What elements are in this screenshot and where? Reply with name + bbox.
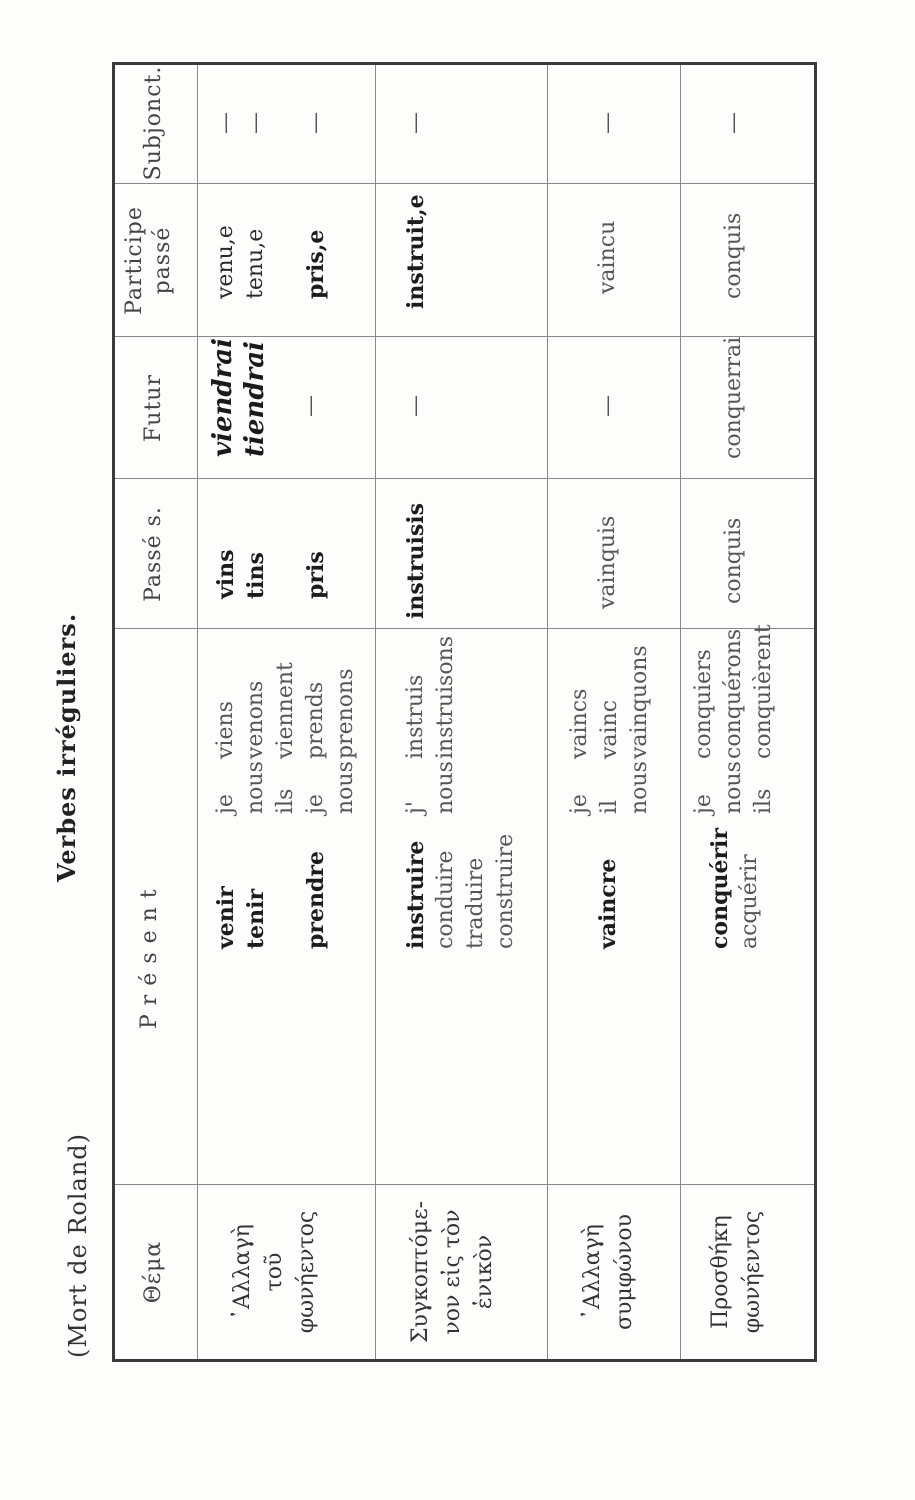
header-futur: Futur <box>141 374 166 442</box>
row1-pronouns <box>211 761 361 814</box>
row4-subjonctif: — <box>721 112 746 134</box>
verb-item: conquérir <box>707 828 733 949</box>
header-subjonctif: Subjonct. <box>141 65 166 181</box>
row4-present-forms <box>689 624 779 759</box>
row2-thema-line: Συγκοπτόμε- <box>408 1200 433 1344</box>
verb-item: conduire <box>433 850 458 949</box>
row2-participe: instruit,e <box>403 194 429 309</box>
row3-futur: — <box>595 395 620 417</box>
present-form: prenons <box>333 668 358 759</box>
row4-verb-list <box>705 828 765 949</box>
passe-form: vins <box>213 549 239 599</box>
header-participe-line1: Participe <box>122 206 147 315</box>
pronoun: je <box>691 794 716 814</box>
passe-form: pris <box>303 551 329 599</box>
verb-item: construire <box>493 833 518 949</box>
row3-present-forms <box>565 645 655 759</box>
present-form: viennent <box>273 662 298 759</box>
row-rule-1 <box>375 65 376 1359</box>
verb-item: prendre <box>303 851 329 949</box>
row3-pronouns <box>565 761 655 814</box>
pronoun: nous <box>627 761 652 814</box>
futur-dash: — <box>298 395 323 417</box>
header-thema: Θέμα <box>141 1240 166 1304</box>
row4-thema-line: Προσθήκη <box>708 1215 733 1329</box>
subjonctif-dash: — <box>213 112 238 134</box>
row4-passe: conquis <box>721 517 746 604</box>
futur-form: viendrai <box>208 337 238 457</box>
verb-item: acquérir <box>737 854 762 949</box>
row4-futur: conquerrai <box>721 336 746 459</box>
pronoun: ils <box>751 788 776 814</box>
col-rule-participe <box>115 183 814 184</box>
header-participe-line2: passé <box>150 226 175 295</box>
present-form: conquiers <box>691 649 716 759</box>
row1-passe <box>211 549 331 599</box>
pronoun: nous <box>433 761 458 814</box>
present-form: instruisons <box>433 635 458 759</box>
present-form: vainc <box>597 699 622 759</box>
verb-item: instruire <box>403 840 429 949</box>
present-form: conquérons <box>721 628 746 759</box>
row-rule-2 <box>547 65 548 1359</box>
participe-form: pris,e <box>303 229 329 299</box>
row1-present-forms <box>211 662 361 759</box>
present-form: viens <box>213 701 238 759</box>
participe-form: tenu,e <box>243 228 268 299</box>
row4-pronouns <box>689 761 779 814</box>
header-passe: Passé s. <box>141 506 166 602</box>
row2-pronouns <box>401 761 461 814</box>
row3-thema <box>577 1185 641 1359</box>
row1-thema-line: φωνήεντος <box>294 1210 319 1334</box>
row4-thema <box>705 1185 769 1359</box>
row3-thema-line: ᾿Αλλαγὴ <box>580 1224 605 1320</box>
row2-verb-list <box>401 834 521 949</box>
pronoun: nous <box>333 761 358 814</box>
pronoun: j' <box>403 801 428 814</box>
verb-item: tenir <box>243 888 269 949</box>
passe-form: tins <box>243 552 269 599</box>
present-form: vainquons <box>627 645 652 759</box>
subjonctif-dash: — <box>303 112 328 134</box>
page-title: Verbes irréguliers. <box>52 612 81 882</box>
row1-futur <box>207 338 327 457</box>
row1-verb-list <box>211 851 331 949</box>
row4-thema-line: φωνήεντος <box>740 1210 765 1334</box>
pronoun: nous <box>721 761 746 814</box>
participe-form: venu,e <box>213 225 238 299</box>
pronoun: je <box>303 794 328 814</box>
row1-thema <box>227 1185 323 1359</box>
col-rule-futur <box>115 336 814 337</box>
row2-futur: — <box>403 395 428 417</box>
subjonctif-dash: — <box>243 112 268 134</box>
page-left-heading: (Mort de Roland) <box>64 1132 92 1358</box>
row1-thema-line: ᾿Αλλαγὴ <box>230 1224 255 1320</box>
header-participe <box>121 184 177 337</box>
futur-form: tiendrai <box>240 341 270 457</box>
present-form: venons <box>243 680 268 759</box>
row2-thema-line: ἑνικὸν <box>472 1234 497 1310</box>
verb-item: traduire <box>463 857 488 949</box>
present-form: prends <box>303 681 328 759</box>
row1-thema-line: τοῦ <box>262 1252 287 1292</box>
row4-participe: conquis <box>721 212 746 299</box>
row2-present-forms <box>401 636 461 759</box>
row2-subjonctif: — <box>403 112 428 134</box>
pronoun: je <box>567 794 592 814</box>
col-rule-passe <box>115 478 814 479</box>
row2-passe: instruisis <box>403 503 429 619</box>
row-rule-3 <box>680 65 681 1359</box>
verb-item: venir <box>213 886 239 949</box>
header-present: P r é s e n t <box>137 888 162 1029</box>
pronoun: nous <box>243 761 268 814</box>
present-form: conquièrent <box>751 624 776 759</box>
row1-participe <box>211 225 331 299</box>
pronoun: je <box>213 794 238 814</box>
row3-participe: vaincu <box>595 220 620 294</box>
row3-passe: vainquis <box>595 515 620 609</box>
verb-table <box>112 62 817 1362</box>
row3-thema-line: συμφώνου <box>612 1213 637 1331</box>
row2-thema <box>405 1185 501 1359</box>
row3-subjonctif: — <box>595 112 620 134</box>
present-form: instruis <box>403 674 428 759</box>
pronoun: il <box>597 799 622 814</box>
pronoun: ils <box>273 788 298 814</box>
header-rule <box>197 65 198 1359</box>
row3-verb: vaincre <box>595 858 621 949</box>
row1-subjonctif <box>211 112 331 134</box>
present-form: vaincs <box>567 688 592 759</box>
row2-thema-line: νον εἰς τὸν <box>440 1209 465 1335</box>
